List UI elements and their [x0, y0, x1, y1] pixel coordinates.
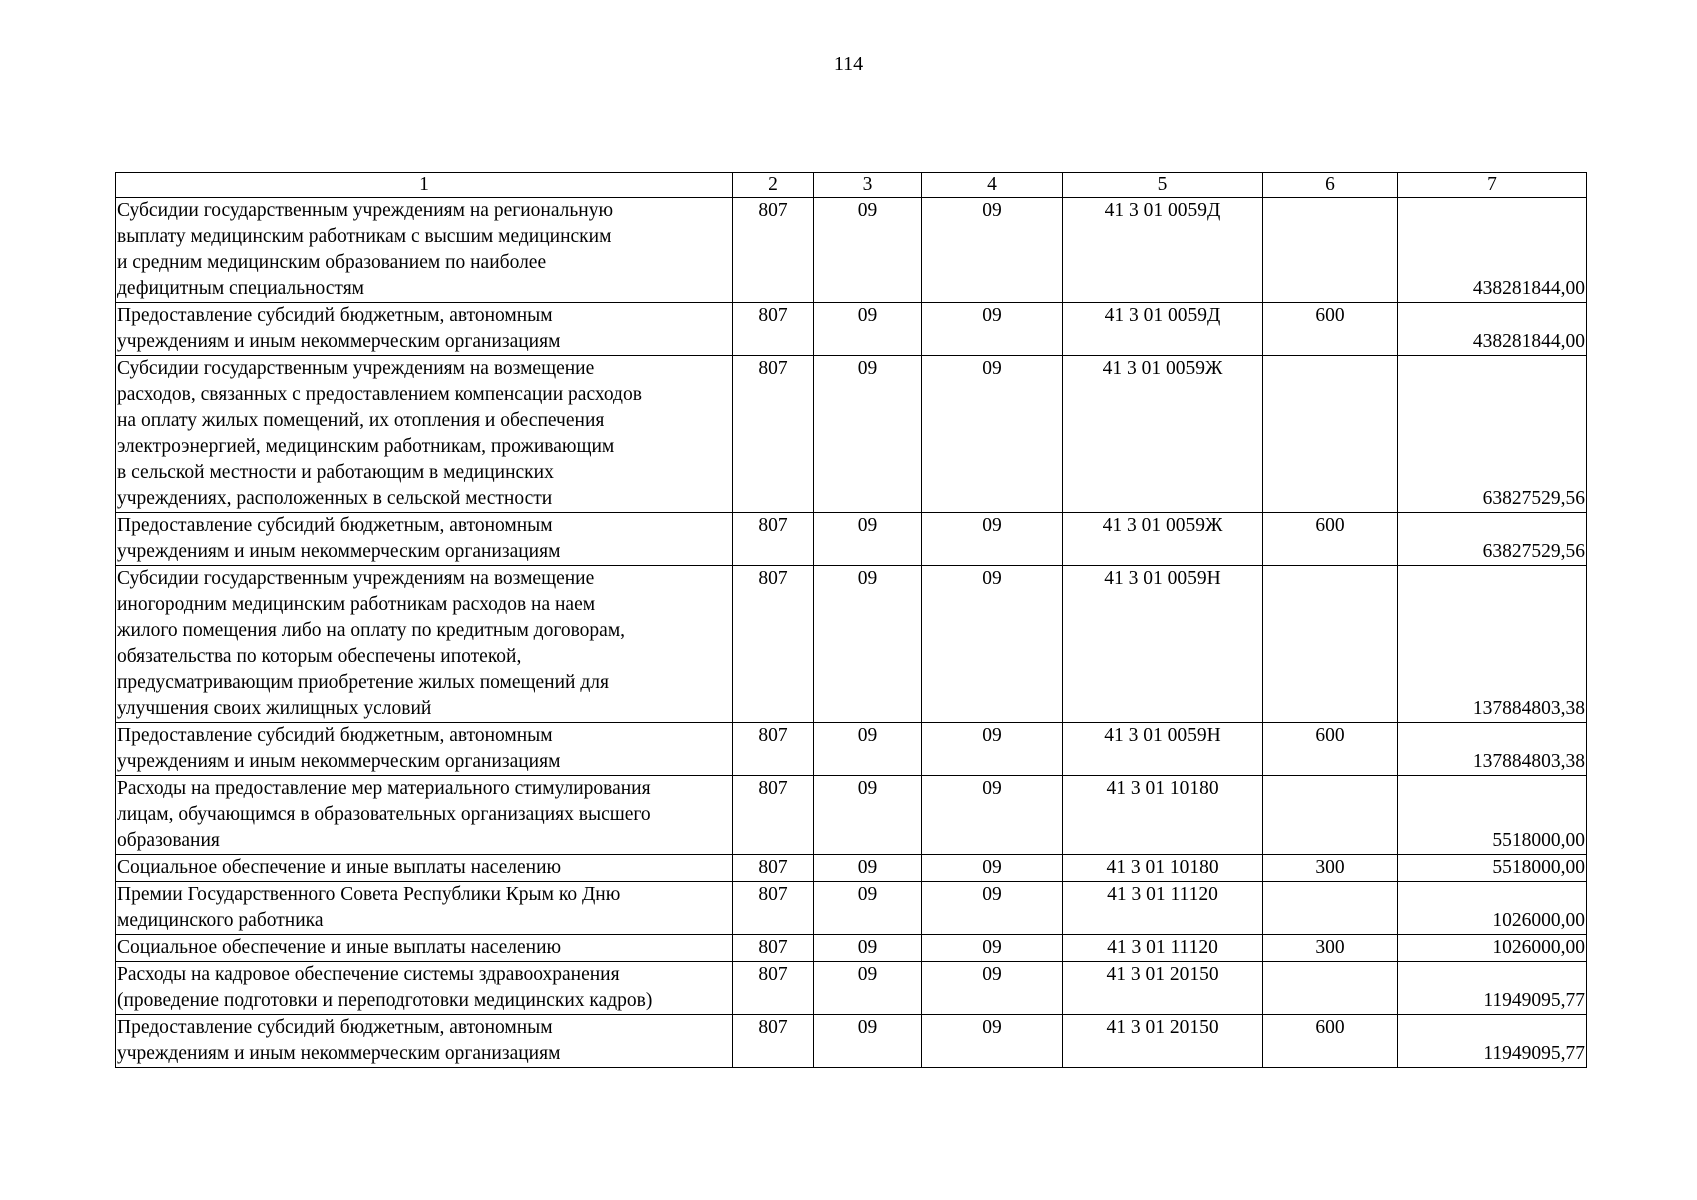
table-row: [116, 1015, 1587, 1068]
ministry-code-cell: 807: [733, 356, 814, 513]
subsection-code-cell: 09: [922, 198, 1063, 303]
amount-cell: 5518000,00: [1398, 855, 1587, 882]
ministry-code-cell: 807: [733, 962, 814, 1015]
table-row: [116, 882, 1587, 935]
expense-name-cell: Предоставление субсидий бюджетным, автономным учреждениям и иным некоммерческим организациям: [116, 723, 733, 776]
subsection-code-cell: 09: [922, 776, 1063, 855]
section-code-cell: 09: [814, 882, 922, 935]
table-header-row: [116, 173, 1587, 198]
section-code-cell: 09: [814, 1015, 922, 1068]
expense-name-cell: Субсидии государственным учреждениям на региональную выплату медицинским работникам с высшим медицинским и средним медицинским образованием по наиболее дефицитным специальностям: [116, 198, 733, 303]
table-row: [116, 776, 1587, 855]
target-article-cell: 41 3 01 10180: [1063, 776, 1263, 855]
table-row: [116, 303, 1587, 356]
header-cell: 5: [1063, 173, 1263, 198]
ministry-code-cell: 807: [733, 566, 814, 723]
table-row: [116, 566, 1587, 723]
subsection-code-cell: 09: [922, 513, 1063, 566]
target-article-cell: 41 3 01 0059Н: [1063, 723, 1263, 776]
table-row: [116, 935, 1587, 962]
table-row: [116, 855, 1587, 882]
target-article-cell: 41 3 01 11120: [1063, 882, 1263, 935]
expense-type-cell: 600: [1263, 303, 1398, 356]
expense-name-cell: Субсидии государственным учреждениям на возмещение иногородним медицинским работникам расходов на наем жилого помещения либо на оплату по кредитным договорам, обязательства по которым обеспечены ипотекой, предусматривающим приобретение жилых помещений для улучшения своих жилищных условий: [116, 566, 733, 723]
expense-type-cell: 600: [1263, 513, 1398, 566]
header-cell: 2: [733, 173, 814, 198]
section-code-cell: 09: [814, 723, 922, 776]
section-code-cell: 09: [814, 303, 922, 356]
subsection-code-cell: 09: [922, 855, 1063, 882]
section-code-cell: 09: [814, 935, 922, 962]
page-number: 114: [833, 53, 864, 75]
section-code-cell: 09: [814, 513, 922, 566]
target-article-cell: 41 3 01 11120: [1063, 935, 1263, 962]
expense-type-cell: [1263, 566, 1398, 723]
expense-name-cell: Предоставление субсидий бюджетным, автономным учреждениям и иным некоммерческим организациям: [116, 1015, 733, 1068]
amount-cell: 1026000,00: [1398, 882, 1587, 935]
table-row: [116, 198, 1587, 303]
ministry-code-cell: 807: [733, 303, 814, 356]
table-row: [116, 513, 1587, 566]
expense-name-cell: Предоставление субсидий бюджетным, автономным учреждениям и иным некоммерческим организациям: [116, 513, 733, 566]
section-code-cell: 09: [814, 566, 922, 723]
section-code-cell: 09: [814, 356, 922, 513]
expense-type-cell: [1263, 882, 1398, 935]
expense-type-cell: [1263, 776, 1398, 855]
expense-name-cell: Социальное обеспечение и иные выплаты населению: [116, 935, 733, 962]
amount-cell: 137884803,38: [1398, 566, 1587, 723]
ministry-code-cell: 807: [733, 513, 814, 566]
expense-name-cell: Социальное обеспечение и иные выплаты населению: [116, 855, 733, 882]
header-cell: 3: [814, 173, 922, 198]
amount-cell: 11949095,77: [1398, 1015, 1587, 1068]
subsection-code-cell: 09: [922, 962, 1063, 1015]
expense-type-cell: [1263, 198, 1398, 303]
ministry-code-cell: 807: [733, 882, 814, 935]
table-row: [116, 723, 1587, 776]
budget-table: [115, 172, 1587, 1068]
expense-type-cell: 300: [1263, 935, 1398, 962]
subsection-code-cell: 09: [922, 935, 1063, 962]
amount-cell: 63827529,56: [1398, 513, 1587, 566]
expense-name-cell: Предоставление субсидий бюджетным, автономным учреждениям и иным некоммерческим организациям: [116, 303, 733, 356]
ministry-code-cell: 807: [733, 198, 814, 303]
ministry-code-cell: 807: [733, 935, 814, 962]
table-row: [116, 962, 1587, 1015]
subsection-code-cell: 09: [922, 566, 1063, 723]
target-article-cell: 41 3 01 0059Ж: [1063, 513, 1263, 566]
section-code-cell: 09: [814, 962, 922, 1015]
amount-cell: 438281844,00: [1398, 198, 1587, 303]
ministry-code-cell: 807: [733, 1015, 814, 1068]
subsection-code-cell: 09: [922, 882, 1063, 935]
amount-cell: 1026000,00: [1398, 935, 1587, 962]
subsection-code-cell: 09: [922, 303, 1063, 356]
target-article-cell: 41 3 01 0059Н: [1063, 566, 1263, 723]
ministry-code-cell: 807: [733, 776, 814, 855]
amount-cell: 63827529,56: [1398, 356, 1587, 513]
amount-cell: 11949095,77: [1398, 962, 1587, 1015]
section-code-cell: 09: [814, 855, 922, 882]
expense-type-cell: 600: [1263, 1015, 1398, 1068]
expense-type-cell: 300: [1263, 855, 1398, 882]
expense-name-cell: Премии Государственного Совета Республики Крым ко Дню медицинского работника: [116, 882, 733, 935]
header-cell: 6: [1263, 173, 1398, 198]
expense-name-cell: Расходы на кадровое обеспечение системы здравоохранения (проведение подготовки и переподготовки медицинских кадров): [116, 962, 733, 1015]
expense-name-cell: Расходы на предоставление мер материального стимулирования лицам, обучающимся в образовательных организациях высшего образования: [116, 776, 733, 855]
ministry-code-cell: 807: [733, 855, 814, 882]
target-article-cell: 41 3 01 0059Д: [1063, 198, 1263, 303]
target-article-cell: 41 3 01 20150: [1063, 962, 1263, 1015]
expense-type-cell: 600: [1263, 723, 1398, 776]
section-code-cell: 09: [814, 776, 922, 855]
expense-type-cell: [1263, 962, 1398, 1015]
target-article-cell: 41 3 01 0059Д: [1063, 303, 1263, 356]
target-article-cell: 41 3 01 20150: [1063, 1015, 1263, 1068]
target-article-cell: 41 3 01 0059Ж: [1063, 356, 1263, 513]
subsection-code-cell: 09: [922, 1015, 1063, 1068]
expense-type-cell: [1263, 356, 1398, 513]
subsection-code-cell: 09: [922, 356, 1063, 513]
section-code-cell: 09: [814, 198, 922, 303]
subsection-code-cell: 09: [922, 723, 1063, 776]
amount-cell: 438281844,00: [1398, 303, 1587, 356]
header-cell: 1: [116, 173, 733, 198]
amount-cell: 5518000,00: [1398, 776, 1587, 855]
expense-name-cell: Субсидии государственным учреждениям на возмещение расходов, связанных с предоставлением компенсации расходов на оплату жилых помещений, их отопления и обеспечения электроэнергией, медицинским работникам, проживающим в сельской местности и работающим в медицинских учреждениях, расположенных в сельской местности: [116, 356, 733, 513]
amount-cell: 137884803,38: [1398, 723, 1587, 776]
target-article-cell: 41 3 01 10180: [1063, 855, 1263, 882]
header-cell: 4: [922, 173, 1063, 198]
ministry-code-cell: 807: [733, 723, 814, 776]
header-cell: 7: [1398, 173, 1587, 198]
table-row: [116, 356, 1587, 513]
